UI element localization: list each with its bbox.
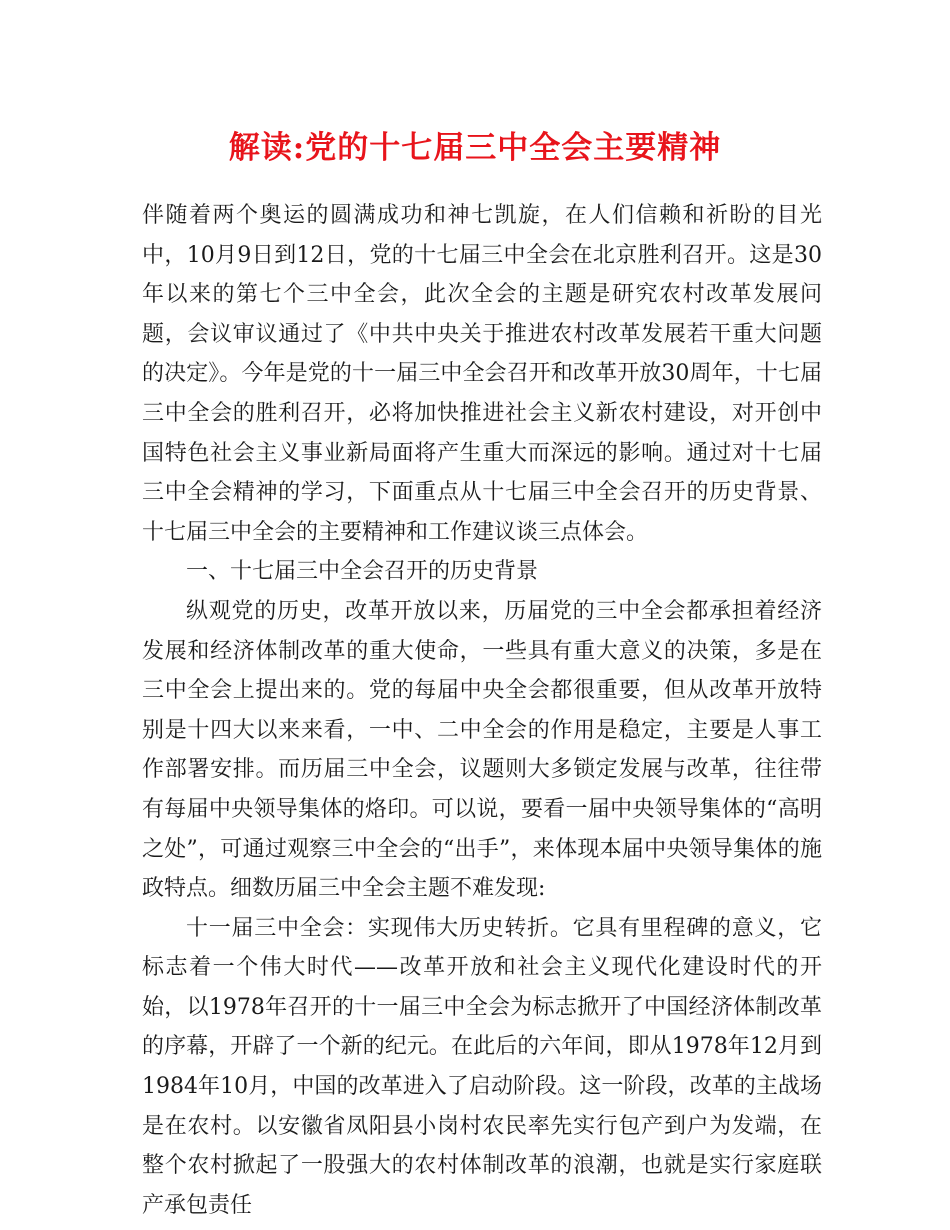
paragraph-history: 纵观党的历史，改革开放以来，历届党的三中全会都承担着经济发展和经济体制改革的重大使命，一些具有重大意义的决策，多是在三中全会上提出来的。党的每届中央全会都很重要，但从改革开放特别是十四大以来来看，一中、二中全会的作用是稳定，主要是人事工作部署安排。而历届三中全会，议题则大多锁定发展与改革，往往带有每届中央领导集体的烙印。可以说，要看一届中央领导集体的“高明之处”，可通过观察三中全会的“出手”，来体现本届中央领导集体的施政特点。细数历届三中全会主题不难发现: [142,598,822,902]
paragraph-intro: 伴随着两个奥运的圆满成功和神七凯旋，在人们信赖和祈盼的目光中，10月9日到12日，党的十七届三中全会在北京胜利召开。这是30年以来的第七个三中全会，此次全会的主题是研究农村改革发展问题，会议审议通过了《中共中央关于推进农村改革发展若干重大问题的决定》。今年是党的十一届三中全会召开和改革开放30周年，十七届三中全会的胜利召开，必将加快推进社会主义新农村建设，对开创中国特色社会主义事业新局面将产生重大而深远的影响。通过对十七届三中全会精神的学习，下面重点从十七届三中全会召开的历史背景、十七届三中全会的主要精神和工作建议谈三点体会。 [142,203,822,545]
document-title: 解读:党的十七届三中全会主要精神 [228,130,722,166]
section-heading-background: 一、十七届三中全会召开的历史背景 [186,559,539,585]
document-body [142,196,822,1225]
paragraph-eleventh-plenum: 十一届三中全会：实现伟大历史转折。它具有里程碑的意义，它标志着一个伟大时代——改革开放和社会主义现代化建设时代的开始，以1978年召开的十一届三中全会为标志掀开了中国经济体制改革的序幕，开辟了一个新的纪元。在此后的六年间，即从1978年12月到1984年10月，中国的改革进入了启动阶段。这一阶段，改革的主战场是在农村。以安徽省凤阳县小岗村农民率先实行包产到户为发端，在整个农村掀起了一股强大的农村体制改革的浪潮，也就是实行家庭联产承包责任 [142,915,822,1218]
